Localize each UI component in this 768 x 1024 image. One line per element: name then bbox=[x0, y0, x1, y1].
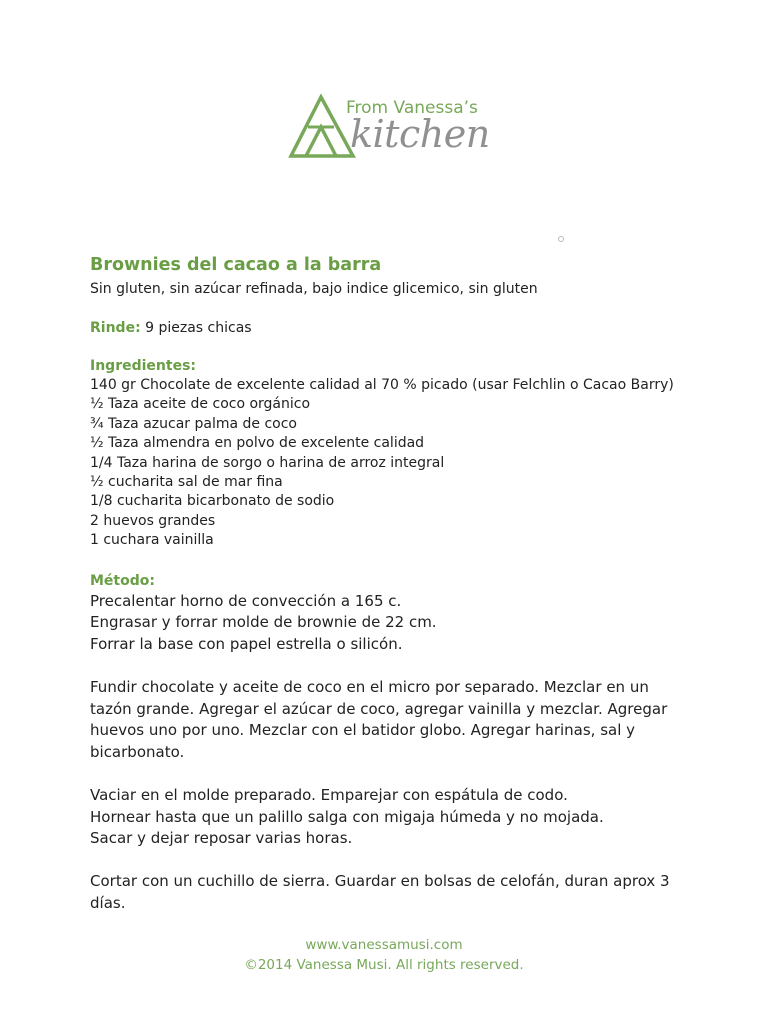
ingredient-item: ½ Taza aceite de coco orgánico bbox=[90, 396, 311, 413]
method-line: Precalentar horno de convección a 165 c. bbox=[90, 591, 402, 610]
method-paragraph bbox=[90, 591, 680, 656]
ingredient-item: 1/4 Taza harina de sorgo o harina de arroz integral bbox=[90, 454, 445, 471]
method-paragraph bbox=[90, 871, 680, 914]
recipe-subtitle: Sin gluten, sin azúcar refinada, bajo indice glicemico, sin gluten bbox=[90, 281, 538, 297]
method-steps bbox=[90, 591, 680, 915]
logo-line-1: From Vanessa’s bbox=[346, 98, 478, 118]
ingredient-item: 1/8 cucharita bicarbonato de sodio bbox=[90, 493, 335, 510]
footer-copyright: ©2014 Vanessa Musi. All rights reserved. bbox=[244, 957, 524, 973]
method-heading: Método: bbox=[90, 572, 155, 589]
method-line: Cortar con un cuchillo de sierra. Guardar en bolsas de celofán, duran aprox 3 días. bbox=[90, 872, 670, 912]
method-line: Vaciar en el molde preparado. Emparejar con espátula de codo. bbox=[90, 786, 568, 804]
recipe-document bbox=[90, 252, 680, 915]
method-line: Fundir chocolate y aceite de coco en el micro por separado. Mezclar en un tazón grande. Agregar el azúcar de coco, agregar vainilla y mezclar. Agregar huevos uno por uno. Mezclar con el batidor globo. Agregar harinas, sal y bicarbonato. bbox=[90, 678, 668, 761]
recipe-yield bbox=[90, 318, 680, 338]
ingredient-item: ¾ Taza azucar palma de coco bbox=[90, 415, 297, 432]
ingredient-item: 140 gr Chocolate de excelente calidad al 70 % picado (usar Felchlin o Cacao Barry) bbox=[90, 377, 674, 393]
yield-value: 9 piezas chicas bbox=[140, 320, 252, 336]
decorative-dot bbox=[558, 236, 564, 242]
ingredient-item: ½ Taza almendra en polvo de excelente calidad bbox=[90, 435, 425, 452]
logo-line-2: kitchen bbox=[350, 112, 490, 156]
recipe-title: Brownies del cacao a la barra bbox=[90, 255, 382, 275]
brand-logo bbox=[288, 94, 488, 164]
yield-label: Rinde: bbox=[90, 320, 141, 336]
method-line: Forrar la base con papel estrella o silicón. bbox=[90, 634, 403, 653]
method-paragraph bbox=[90, 677, 680, 763]
ingredient-item: ½ cucharita sal de mar fina bbox=[90, 474, 283, 491]
footer-website: www.vanessamusi.com bbox=[305, 937, 463, 953]
ingredients-heading: Ingredientes: bbox=[90, 358, 196, 374]
ingredients-list bbox=[90, 376, 680, 551]
ingredient-item: 1 cuchara vainilla bbox=[90, 532, 214, 549]
ingredient-item: 2 huevos grandes bbox=[90, 512, 216, 529]
method-line: Sacar y dejar reposar varias horas. bbox=[90, 829, 353, 848]
method-line: Hornear hasta que un palillo salga con migaja húmeda y no mojada. bbox=[90, 807, 604, 826]
method-line: Engrasar y forrar molde de brownie de 22 cm. bbox=[90, 613, 437, 632]
method-paragraph bbox=[90, 785, 680, 850]
